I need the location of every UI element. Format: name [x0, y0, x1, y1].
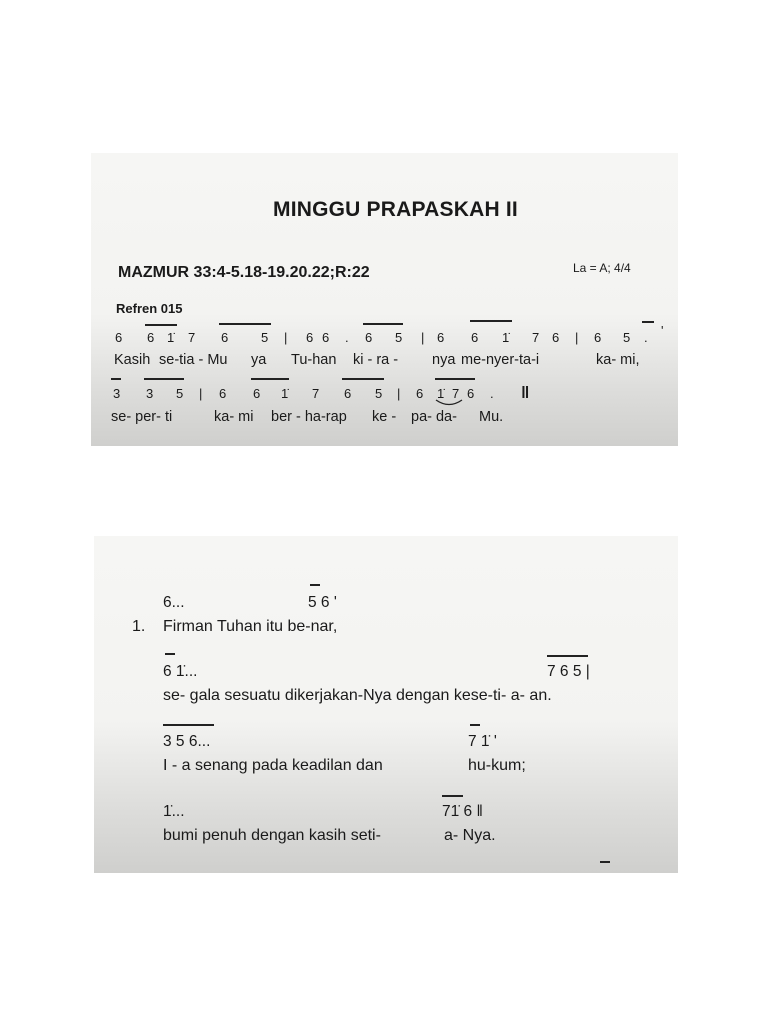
- barline: |: [199, 386, 203, 401]
- verse-text: bumi penuh dengan kasih seti-: [163, 827, 381, 844]
- note: 5: [395, 330, 403, 345]
- dot: .: [490, 386, 494, 401]
- beam: [435, 378, 475, 380]
- note: 1̇: [281, 386, 289, 401]
- beam: [342, 378, 384, 380]
- syllable: ber - ha-rap: [271, 409, 347, 425]
- verse-notes: 1̇...: [163, 803, 185, 820]
- note: 6: [147, 330, 155, 345]
- note: 6: [471, 330, 479, 345]
- verse-text: Firman Tuhan itu be-nar,: [163, 618, 338, 635]
- refrain-panel: [91, 153, 678, 446]
- note: 7: [452, 386, 460, 401]
- syllable: ki - ra -: [353, 352, 399, 368]
- note: 6: [219, 386, 227, 401]
- syllable: ka- mi: [214, 409, 254, 425]
- refrain-label: Refren 015: [116, 301, 183, 316]
- verse-notes: 3 5 6...: [163, 733, 211, 750]
- note: 6: [467, 386, 475, 401]
- syllable: me-nyer-ta-i: [461, 352, 540, 368]
- beam: [470, 320, 512, 322]
- note: 6: [306, 330, 314, 345]
- note: 7: [532, 330, 540, 345]
- verse-notes: 7 6 5 |: [547, 663, 590, 680]
- verse-text: hu-kum;: [468, 757, 526, 774]
- beam: [219, 323, 271, 325]
- verse-text: a- Nya.: [444, 827, 496, 844]
- syllable: se- per- ti: [111, 409, 173, 425]
- syllable: Tu-han: [291, 352, 337, 368]
- verse-notes: 71̇ 6 ‖: [442, 803, 483, 820]
- breath-mark: ': [661, 323, 664, 338]
- syllable: ka- mi,: [596, 352, 640, 368]
- beam: [642, 321, 654, 323]
- note: 6: [594, 330, 602, 345]
- page-title: MINGGU PRAPASKAH II: [273, 198, 518, 221]
- verse-text: I - a senang pada keadilan dan: [163, 757, 383, 774]
- syllable: se-tia - Mu: [159, 352, 228, 368]
- dot: .: [345, 330, 349, 345]
- note: 5: [375, 386, 383, 401]
- beam: [165, 653, 175, 655]
- beam: [547, 655, 588, 657]
- barline: |: [575, 330, 579, 345]
- note: 3: [113, 386, 121, 401]
- beam: [470, 724, 480, 726]
- syllable: Mu.: [479, 409, 504, 425]
- slur: [434, 398, 464, 408]
- note: 6: [437, 330, 445, 345]
- beam: [163, 724, 214, 726]
- verse-panel: [94, 536, 678, 873]
- verse-notes: 6...: [163, 594, 185, 611]
- note: 6: [115, 330, 123, 345]
- beam: [111, 378, 121, 380]
- barline: |: [421, 330, 425, 345]
- beam: [442, 795, 463, 797]
- note: 6: [322, 330, 330, 345]
- verse-notes: 6 1̇...: [163, 663, 198, 680]
- verse-notes: 5 6 ': [308, 594, 337, 611]
- barline: |: [284, 330, 288, 345]
- beam: [145, 324, 177, 326]
- psalm-reference: MAZMUR 33:4-5.18-19.20.22;R:22: [118, 264, 370, 281]
- verse-number: 1.: [132, 618, 146, 635]
- beam: [251, 378, 289, 380]
- note: 1̇: [502, 330, 510, 345]
- beam: [310, 584, 320, 586]
- syllable: ke -: [372, 409, 397, 425]
- dot: .: [644, 330, 648, 345]
- note: 6: [253, 386, 261, 401]
- final-barline: ‖: [521, 383, 530, 402]
- beam: [144, 378, 184, 380]
- note: 7: [312, 386, 320, 401]
- verse-text: se- gala sesuatu dikerjakan-Nya dengan kese-ti- a- an.: [163, 687, 552, 704]
- note: 5: [176, 386, 184, 401]
- beam: [363, 323, 403, 325]
- verse-notes: 7 1̇ ': [468, 733, 497, 750]
- note: 6: [416, 386, 424, 401]
- syllable: Kasih: [114, 352, 151, 368]
- note: 1̇: [437, 386, 445, 401]
- note: 6: [344, 386, 352, 401]
- note: 6: [552, 330, 560, 345]
- note: 6: [221, 330, 229, 345]
- syllable: ya: [251, 352, 267, 368]
- barline: |: [397, 386, 401, 401]
- syllable: nya: [432, 352, 456, 368]
- key-signature: La = A; 4/4: [573, 261, 631, 275]
- note: 6: [365, 330, 373, 345]
- note: 7: [188, 330, 196, 345]
- note: 1̇: [167, 330, 175, 345]
- note: 3: [146, 386, 154, 401]
- note: 5: [261, 330, 269, 345]
- note: 5: [623, 330, 631, 345]
- syllable: pa- da-: [411, 409, 457, 425]
- beam: [600, 861, 610, 863]
